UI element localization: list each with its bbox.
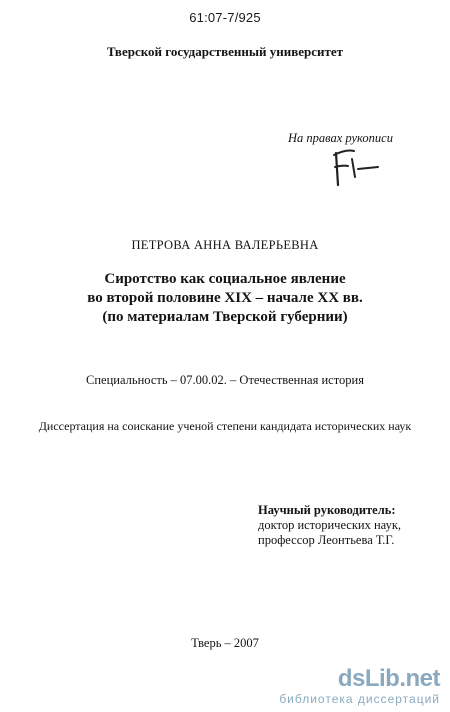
- city-year: Тверь – 2007: [191, 636, 259, 650]
- watermark-logo: [279, 666, 440, 692]
- dslib-watermark: [279, 666, 440, 706]
- supervisor-degree: доктор исторических наук,: [258, 518, 402, 532]
- rights-note: На правах рукописи: [288, 131, 393, 145]
- specialty: Специальность – 07.00.02. – Отечественная история: [86, 373, 364, 387]
- watermark-subtitle: библиотека диссертаций: [279, 692, 440, 706]
- supervisor-heading: Научный руководитель:: [258, 503, 396, 517]
- title-line: во второй половине XIX – начале XX вв.: [87, 290, 363, 306]
- university-name: Тверской государственный университет: [106, 44, 344, 59]
- watermark-logo-suffix: .net: [399, 665, 440, 692]
- degree-statement: Диссертация на соискание ученой степени кандидата исторических наук: [38, 419, 412, 433]
- supervisor-name: профессор Леонтьева Т.Г.: [258, 533, 395, 547]
- catalog-number: 61:07-7/925: [189, 10, 261, 25]
- handwritten-signature: [328, 145, 384, 189]
- title-line: (по материалам Тверской губернии): [102, 309, 348, 325]
- watermark-logo-text: dsLib: [337, 665, 400, 692]
- dissertation-title: [0, 270, 450, 327]
- author-name: ПЕТРОВА АННА ВАЛЕРЬЕВНА: [131, 238, 319, 252]
- title-line: Сиротство как социальное явление: [104, 271, 346, 287]
